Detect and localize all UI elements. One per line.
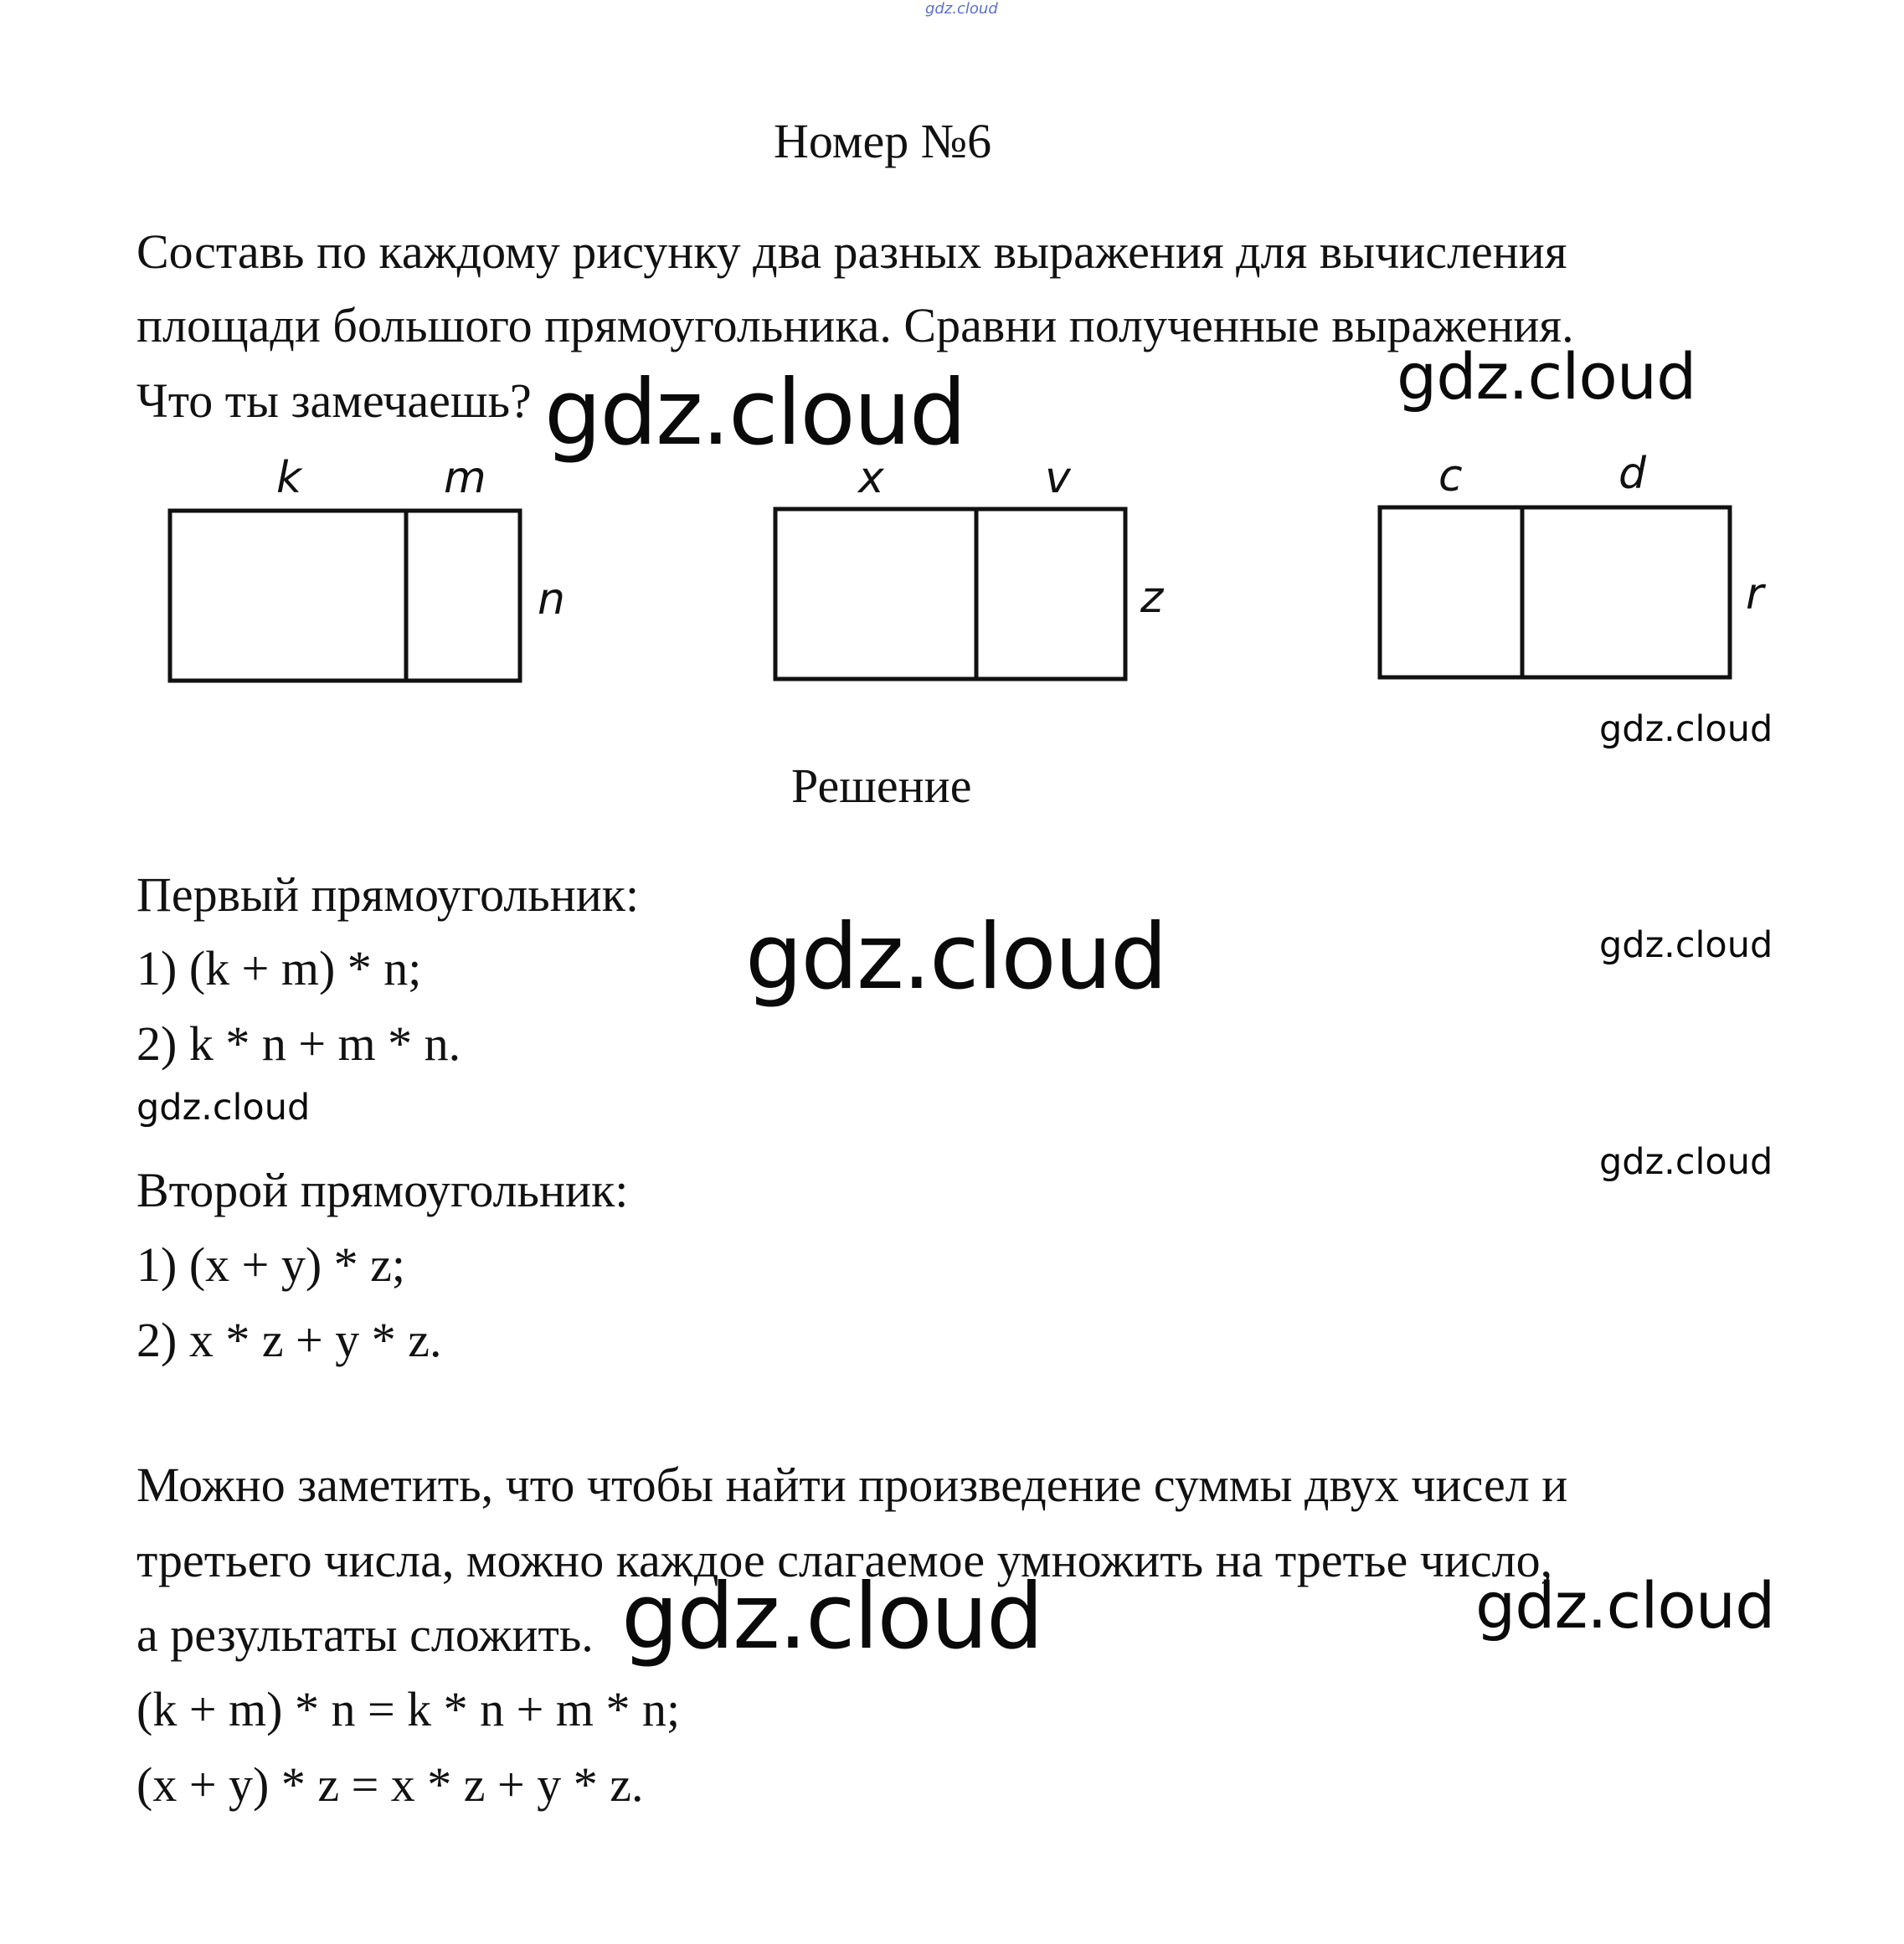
watermark: gdz.cloud xyxy=(1475,1568,1775,1643)
first-expr-2: 2) k * n + m * n. xyxy=(136,1016,461,1071)
equation-2: (x + y) * z = x * z + y * z. xyxy=(136,1757,644,1812)
task-line-1: Составь по каждому рисунку два разных выражения для вычисления xyxy=(136,224,1567,279)
solution-heading: Решение xyxy=(791,759,972,813)
second-expr-1: 1) (x + y) * z; xyxy=(136,1237,406,1292)
label-n: n xyxy=(538,574,565,625)
conclusion-line-2: третьего числа, можно каждое слагаемое умножить на третье число, xyxy=(136,1533,1553,1587)
label-x: x xyxy=(858,453,884,503)
label-d: d xyxy=(1618,449,1647,499)
label-c: c xyxy=(1438,451,1463,501)
watermark: gdz.cloud xyxy=(1599,924,1773,966)
label-z: z xyxy=(1140,573,1164,623)
label-m: m xyxy=(444,453,486,503)
watermark: gdz.cloud xyxy=(1599,1141,1773,1183)
watermark: gdz.cloud xyxy=(745,905,1166,1010)
label-v: v xyxy=(1045,453,1071,503)
second-expr-2: 2) x * z + y * z. xyxy=(136,1313,442,1367)
conclusion-line-1: Можно заметить, что чтобы найти произведение суммы двух чисел и xyxy=(136,1458,1568,1512)
rectangle-1 xyxy=(163,502,532,695)
conclusion-line-3: а результаты сложить. xyxy=(136,1607,594,1662)
watermark: gdz.cloud xyxy=(1599,708,1773,750)
rectangle-3 xyxy=(1373,499,1742,692)
watermark: gdz.cloud xyxy=(1397,339,1696,414)
equation-1: (k + m) * n = k * n + m * n; xyxy=(136,1682,681,1736)
label-r: r xyxy=(1746,569,1764,620)
watermark: gdz.cloud xyxy=(544,361,965,465)
label-k: k xyxy=(276,453,302,503)
first-heading: Первый прямоугольник: xyxy=(136,867,640,922)
top-watermark: gdz.cloud xyxy=(925,0,998,18)
watermark: gdz.cloud xyxy=(621,1565,1042,1669)
page-title: Номер №6 xyxy=(774,114,992,168)
task-line-2: площади большого прямоугольника. Сравни полученные выражения. xyxy=(136,298,1574,352)
first-expr-1: 1) (k + m) * n; xyxy=(136,941,422,995)
task-line-3: Что ты замечаешь? xyxy=(136,373,532,428)
rectangle-2 xyxy=(769,501,1137,693)
watermark: gdz.cloud xyxy=(136,1087,311,1129)
second-heading: Второй прямоугольник: xyxy=(136,1163,629,1217)
